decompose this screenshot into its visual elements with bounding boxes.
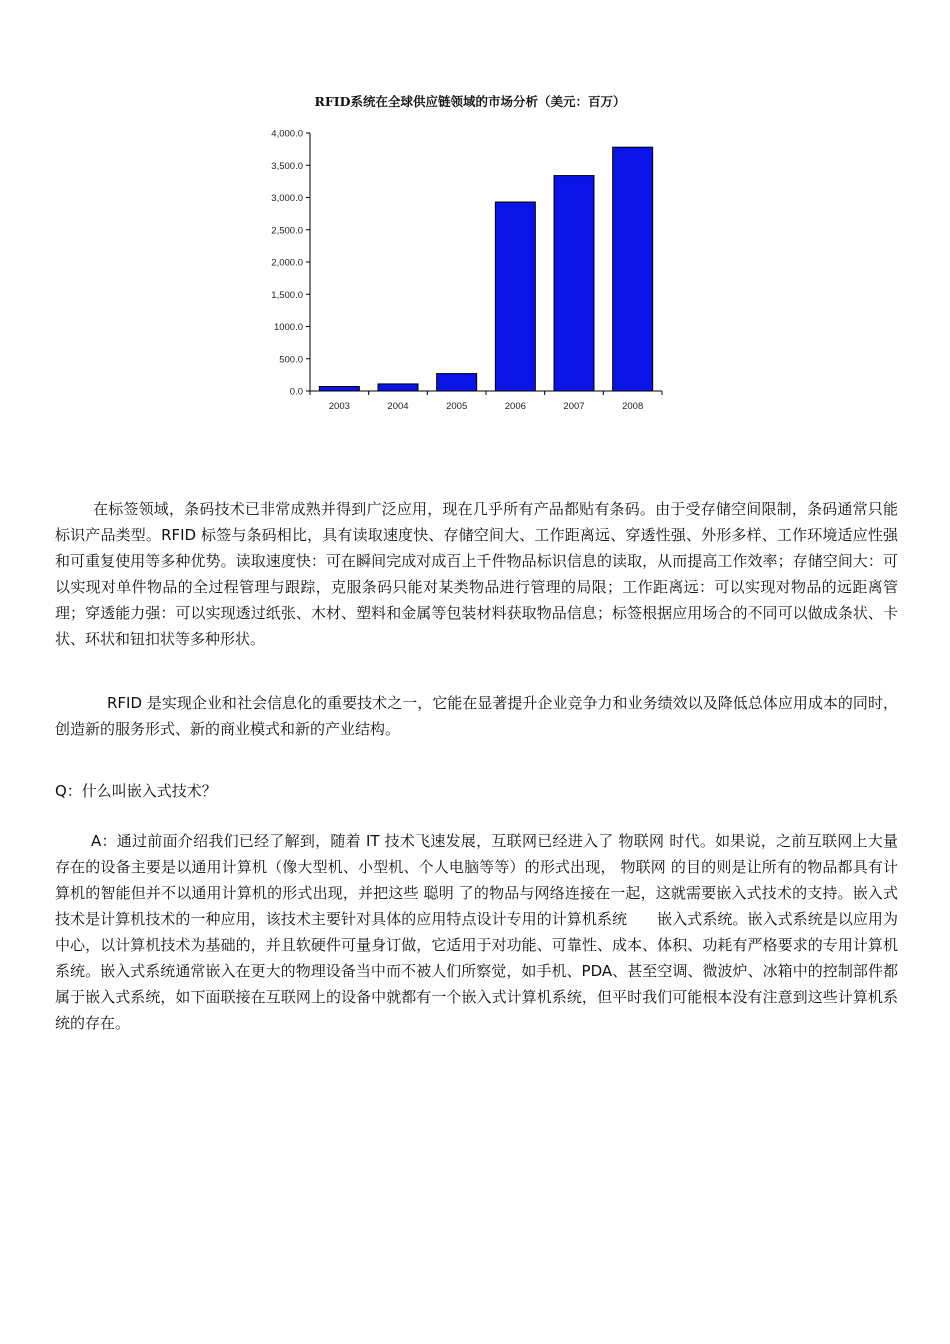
bar-2003 [319, 386, 359, 391]
x-tick-label: 2005 [446, 401, 468, 412]
y-tick-label: 2,500.0 [271, 225, 303, 237]
paragraph-embedded-answer: A：通过前面介绍我们已经了解到，随着 IT 技术飞速发展，互联网已经进入了 物联网 时代。如果说，之前互联网上大量存在的设备主要是以通用计算机（像大型机、小型机、个人电脑等等）的形式出现， 物联网 的目的则是让所有的物品都具有计算机的智能但并不以通用计算机的形式出现，并把这些 聪明 了的物品与网络连接在一起，这就需要嵌入式技术的支持。嵌入式技术是计算机技术的一种应用，该技术主要针对具体的应用特点设计专用的计算机系统 嵌入式系统。嵌入式系统是以应用为中心，以计算机技术为基础的，并且软硬件可量身订做，它适用于对功能、可靠性、成本、体积、功耗有严格要求的专用计算机系统。嵌入式系统通常嵌入在更大的物理设备当中而不被人们所察觉，如手机、PDA、甚至空调、微波炉、冰箱中的控制部件都属于嵌入式系统，如下面联接在互联网上的设备中就都有一个嵌入式计算机系统，但平时我们可能根本没有注意到这些计算机系统的存在。 [55, 832, 898, 1032]
bar-2007 [554, 176, 594, 391]
chart-canvas [270, 88, 690, 428]
y-tick-label: 0.0 [289, 386, 303, 398]
x-tick-label: 2003 [328, 401, 350, 412]
x-tick-label: 2004 [387, 401, 409, 412]
question-embedded-tech: Q：什么叫嵌入式技术？ [55, 782, 217, 800]
y-tick-label: 3,500.0 [271, 160, 303, 172]
y-tick-label: 3,000.0 [271, 193, 303, 204]
x-tick-label: 2007 [563, 401, 585, 412]
bar-2006 [495, 202, 535, 391]
market-bar-chart [270, 88, 690, 428]
bar-2004 [378, 384, 418, 391]
paragraph-rfid-importance: RFID 是实现企业和社会信息化的重要技术之一，它能在显著提升企业竞争力和业务绩效以及降低总体应用成本的同时，创造新的服务形式、新的商业模式和新的产业结构。 [55, 694, 898, 738]
y-tick-label: 2,000.0 [271, 257, 303, 269]
bar-2008 [613, 147, 653, 391]
y-tick-label: 1000.0 [273, 322, 303, 333]
y-tick-label: 1,500.0 [271, 289, 303, 301]
paragraph-rfid-vs-barcode: 在标签领域，条码技术已非常成熟并得到广泛应用，现在几乎所有产品都贴有条码。由于受存储空间限制，条码通常只能标识产品类型。RFID 标签与条码相比，具有读取速度快、存储空间大、工作距离远、穿透性强、外形多样、工作环境适应性强和可重复使用等多种优势。读取速度快：可在瞬间完成对成百上千件物品标识信息的读取，从而提高工作效率；存储空间大：可以实现对单件物品的全过程管理与跟踪，克服条码只能对某类物品进行管理的局限；工作距离远：可以实现对物品的远距离管理；穿透能力强：可以实现透过纸张、木材、塑料和金属等包装材料获取物品信息；标签根据应用场合的不同可以做成条状、卡状、环状和钮扣状等多种形状。 [55, 500, 898, 648]
chart-bars [319, 147, 652, 391]
chart-axes [306, 133, 662, 395]
x-tick-label: 2006 [504, 401, 526, 412]
bar-2005 [437, 374, 477, 391]
y-tick-label: 4,000.0 [271, 128, 303, 140]
chart-title: RFID系统在全球供应链领域的市场分析（美元：百万） [314, 94, 626, 109]
y-tick-label: 500.0 [279, 354, 303, 366]
x-tick-label: 2008 [622, 401, 644, 412]
